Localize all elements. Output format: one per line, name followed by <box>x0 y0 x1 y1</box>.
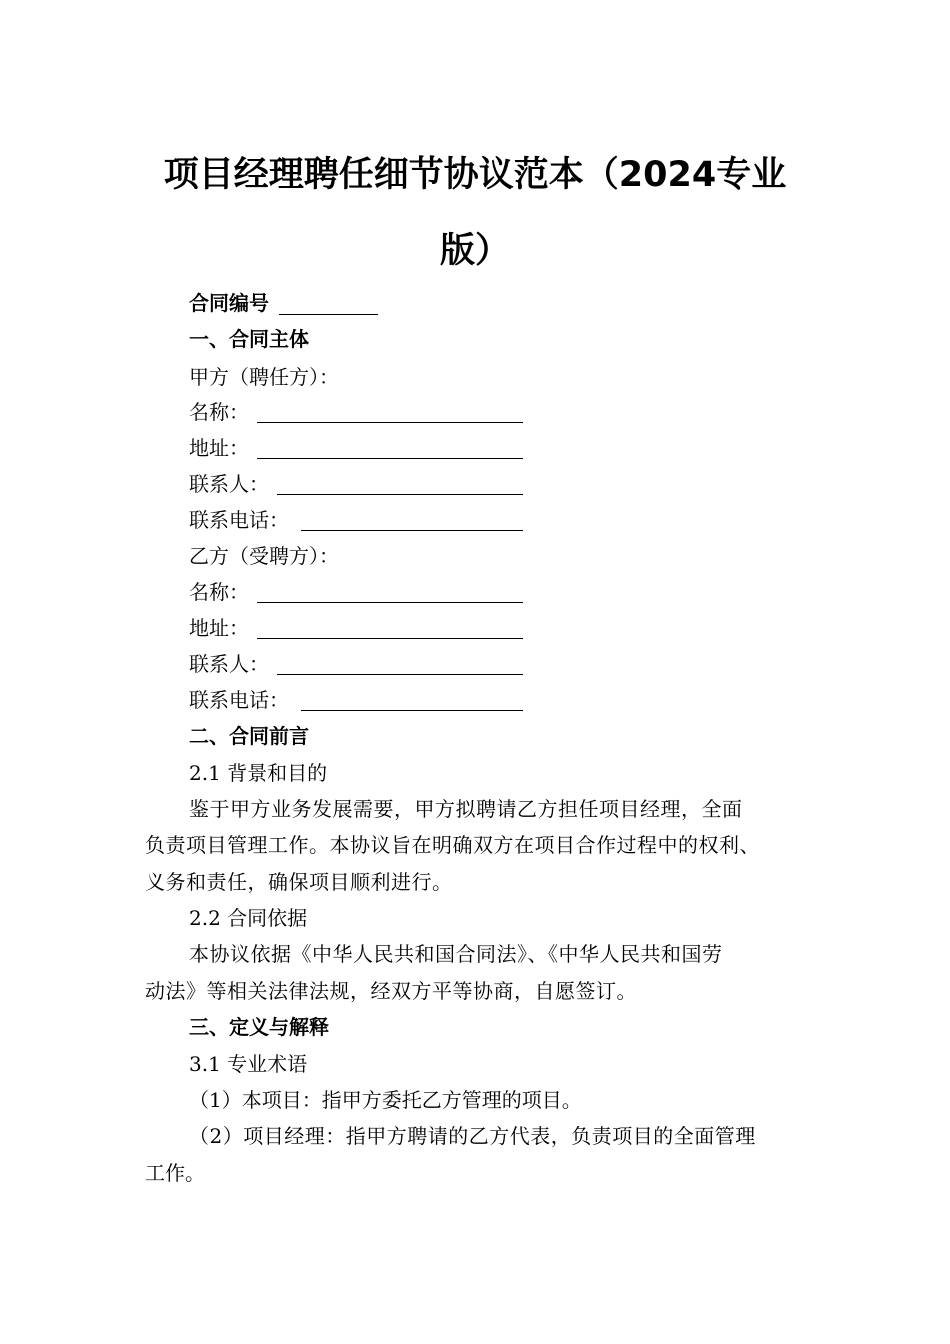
party-a-address-field[interactable] <box>257 458 523 459</box>
definition-item-1: （1）本项目：指甲方委托乙方管理的项目。 <box>189 1088 582 1112</box>
definition-item-2-line-1: （2）项目经理：指甲方聘请的乙方代表，负责项目的全面管理 <box>189 1124 756 1148</box>
party-b-contact-field[interactable] <box>277 674 523 675</box>
section-2-2-heading: 2.2 合同依据 <box>189 906 308 930</box>
party-b-address-label: 地址： <box>189 616 249 640</box>
party-b-contact-label: 联系人： <box>189 652 269 676</box>
section-3-heading: 三、定义与解释 <box>189 1015 329 1039</box>
section-2-1-paragraph-line-3: 义务和责任，确保项目顺利进行。 <box>145 870 453 894</box>
document-title-line-2: 版） <box>439 231 510 271</box>
section-2-1-paragraph-line-2: 负责项目管理工作。本协议旨在明确双方在项目合作过程中的权利、 <box>145 833 760 857</box>
contract-number-label: 合同编号 <box>189 291 269 315</box>
party-a-name-field[interactable] <box>257 422 523 423</box>
party-b-label: 乙方（受聘方）： <box>189 544 339 568</box>
party-b-address-field[interactable] <box>257 638 523 639</box>
party-a-contact-label: 联系人： <box>189 472 269 496</box>
section-2-1-heading: 2.1 背景和目的 <box>189 761 328 785</box>
definition-item-2-line-2: 工作。 <box>145 1161 205 1185</box>
party-a-phone-field[interactable] <box>301 530 523 531</box>
party-a-label: 甲方（聘任方）： <box>189 365 339 389</box>
party-a-contact-field[interactable] <box>277 494 523 495</box>
party-a-phone-label: 联系电话： <box>189 508 289 532</box>
document-title-line-1: 项目经理聘任细节协议范本（2024专业 <box>163 155 787 195</box>
section-1-heading: 一、合同主体 <box>189 327 309 351</box>
party-a-name-label: 名称： <box>189 400 249 424</box>
party-b-name-field[interactable] <box>257 602 523 603</box>
section-2-2-paragraph-line-1: 本协议依据《中华人民共和国合同法》、《中华人民共和国劳 <box>189 942 723 966</box>
party-b-name-label: 名称： <box>189 580 249 604</box>
party-b-phone-field[interactable] <box>301 710 523 711</box>
party-b-phone-label: 联系电话： <box>189 688 289 712</box>
section-2-heading: 二、合同前言 <box>189 724 309 748</box>
contract-number-field[interactable] <box>279 314 378 315</box>
section-3-1-heading: 3.1 专业术语 <box>189 1052 308 1076</box>
section-2-1-paragraph-line-1: 鉴于甲方业务发展需要，甲方拟聘请乙方担任项目经理，全面 <box>189 797 743 821</box>
party-a-address-label: 地址： <box>189 436 249 460</box>
section-2-2-paragraph-line-2: 动法》等相关法律法规，经双方平等协商，自愿签订。 <box>145 979 637 1003</box>
